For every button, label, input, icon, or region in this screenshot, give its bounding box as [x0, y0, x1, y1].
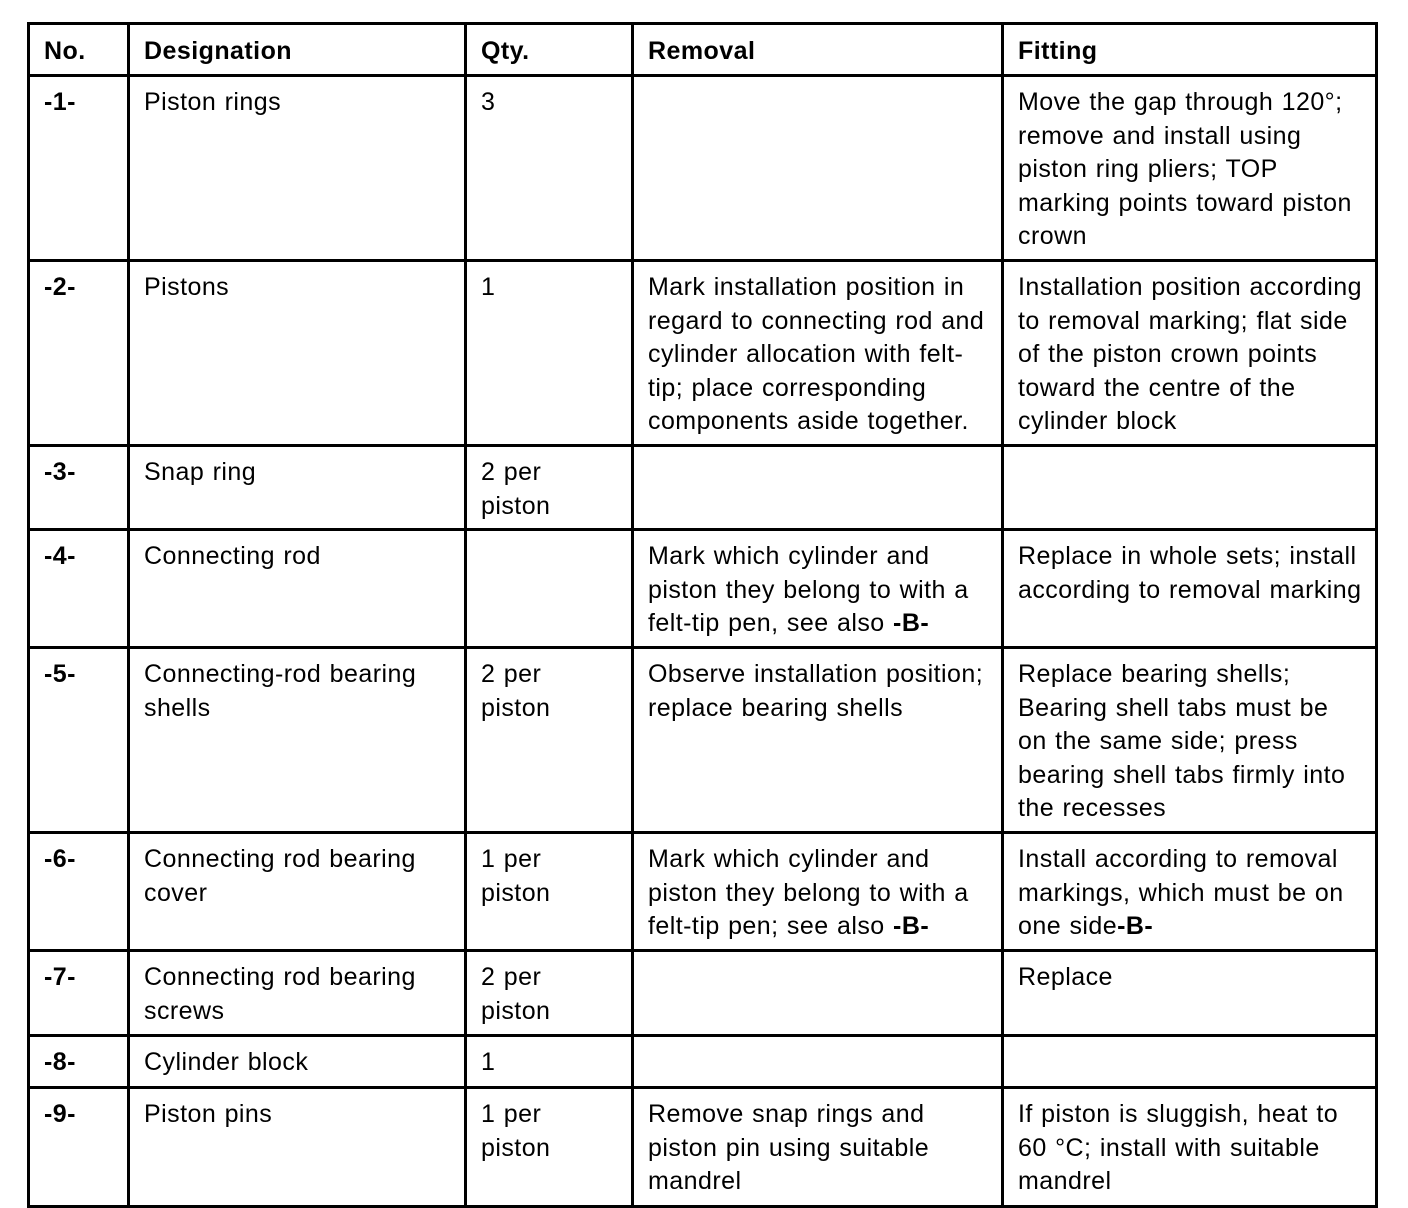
header-qty: Qty.	[466, 24, 633, 76]
table-row	[29, 1088, 1377, 1207]
cell-no: -7-	[29, 951, 129, 1036]
cell-fitting: Installation position according to removal marking; flat side of the piston crown points toward the centre of the cylinder block	[1003, 261, 1377, 446]
cell-fitting: Move the gap through 120°; remove and install using piston ring pliers; TOP marking points toward piston crown	[1003, 76, 1377, 261]
cell-fitting	[1003, 1036, 1377, 1088]
table-row	[29, 648, 1377, 833]
cell-fitting	[1003, 833, 1377, 951]
cell-qty: 3	[466, 76, 633, 261]
cell-fitting: If piston is sluggish, heat to 60 °C; install with suitable mandrel	[1003, 1088, 1377, 1207]
cell-removal	[633, 76, 1003, 261]
table-row	[29, 951, 1377, 1036]
table-row	[29, 1036, 1377, 1088]
cell-qty: 2 per piston	[466, 446, 633, 530]
fitting-text: Install according to removal markings, which must be on one side	[1018, 845, 1344, 940]
cell-qty: 1	[466, 1036, 633, 1088]
cell-qty	[466, 530, 633, 648]
cell-qty: 1 per piston	[466, 833, 633, 951]
table-row	[29, 530, 1377, 648]
cell-designation: Piston rings	[129, 76, 466, 261]
cell-qty: 2 per piston	[466, 951, 633, 1036]
fitting-reference: -B-	[1117, 912, 1154, 940]
table-row	[29, 76, 1377, 261]
table-row	[29, 833, 1377, 951]
removal-reference: -B-	[893, 609, 930, 637]
table-row	[29, 261, 1377, 446]
cell-removal	[633, 951, 1003, 1036]
cell-designation: Connecting rod bearing screws	[129, 951, 466, 1036]
cell-designation: Connecting-rod bearing shells	[129, 648, 466, 833]
removal-text: Mark which cylinder and piston they belong to with a felt-tip pen; see also	[648, 845, 969, 940]
cell-qty: 1 per piston	[466, 1088, 633, 1207]
cell-no: -6-	[29, 833, 129, 951]
table-header-row	[29, 24, 1377, 76]
cell-designation: Connecting rod	[129, 530, 466, 648]
cell-removal: Remove snap rings and piston pin using suitable mandrel	[633, 1088, 1003, 1207]
cell-removal	[633, 446, 1003, 530]
cell-qty: 1	[466, 261, 633, 446]
cell-fitting: Replace bearing shells; Bearing shell tabs must be on the same side; press bearing shell tabs firmly into the recesses	[1003, 648, 1377, 833]
header-no: No.	[29, 24, 129, 76]
cell-fitting: Replace	[1003, 951, 1377, 1036]
cell-removal: Mark installation position in regard to connecting rod and cylinder allocation with felt-tip; place corresponding components aside together.	[633, 261, 1003, 446]
cell-designation: Piston pins	[129, 1088, 466, 1207]
cell-designation: Snap ring	[129, 446, 466, 530]
cell-fitting	[1003, 446, 1377, 530]
cell-no: -9-	[29, 1088, 129, 1207]
cell-no: -4-	[29, 530, 129, 648]
cell-fitting: Replace in whole sets; install according to removal marking	[1003, 530, 1377, 648]
cell-no: -1-	[29, 76, 129, 261]
cell-qty: 2 per piston	[466, 648, 633, 833]
header-removal: Removal	[633, 24, 1003, 76]
cell-no: -5-	[29, 648, 129, 833]
removal-reference: -B-	[893, 912, 930, 940]
cell-removal	[633, 530, 1003, 648]
cell-removal	[633, 833, 1003, 951]
header-fitting: Fitting	[1003, 24, 1377, 76]
cell-removal: Observe installation position; replace bearing shells	[633, 648, 1003, 833]
cell-removal	[633, 1036, 1003, 1088]
parts-table	[27, 22, 1378, 1208]
cell-no: -3-	[29, 446, 129, 530]
cell-designation: Connecting rod bearing cover	[129, 833, 466, 951]
cell-no: -2-	[29, 261, 129, 446]
header-designation: Designation	[129, 24, 466, 76]
cell-designation: Cylinder block	[129, 1036, 466, 1088]
table-row	[29, 446, 1377, 530]
removal-text: Mark which cylinder and piston they belong to with a felt-tip pen, see also	[648, 542, 969, 637]
cell-no: -8-	[29, 1036, 129, 1088]
cell-designation: Pistons	[129, 261, 466, 446]
